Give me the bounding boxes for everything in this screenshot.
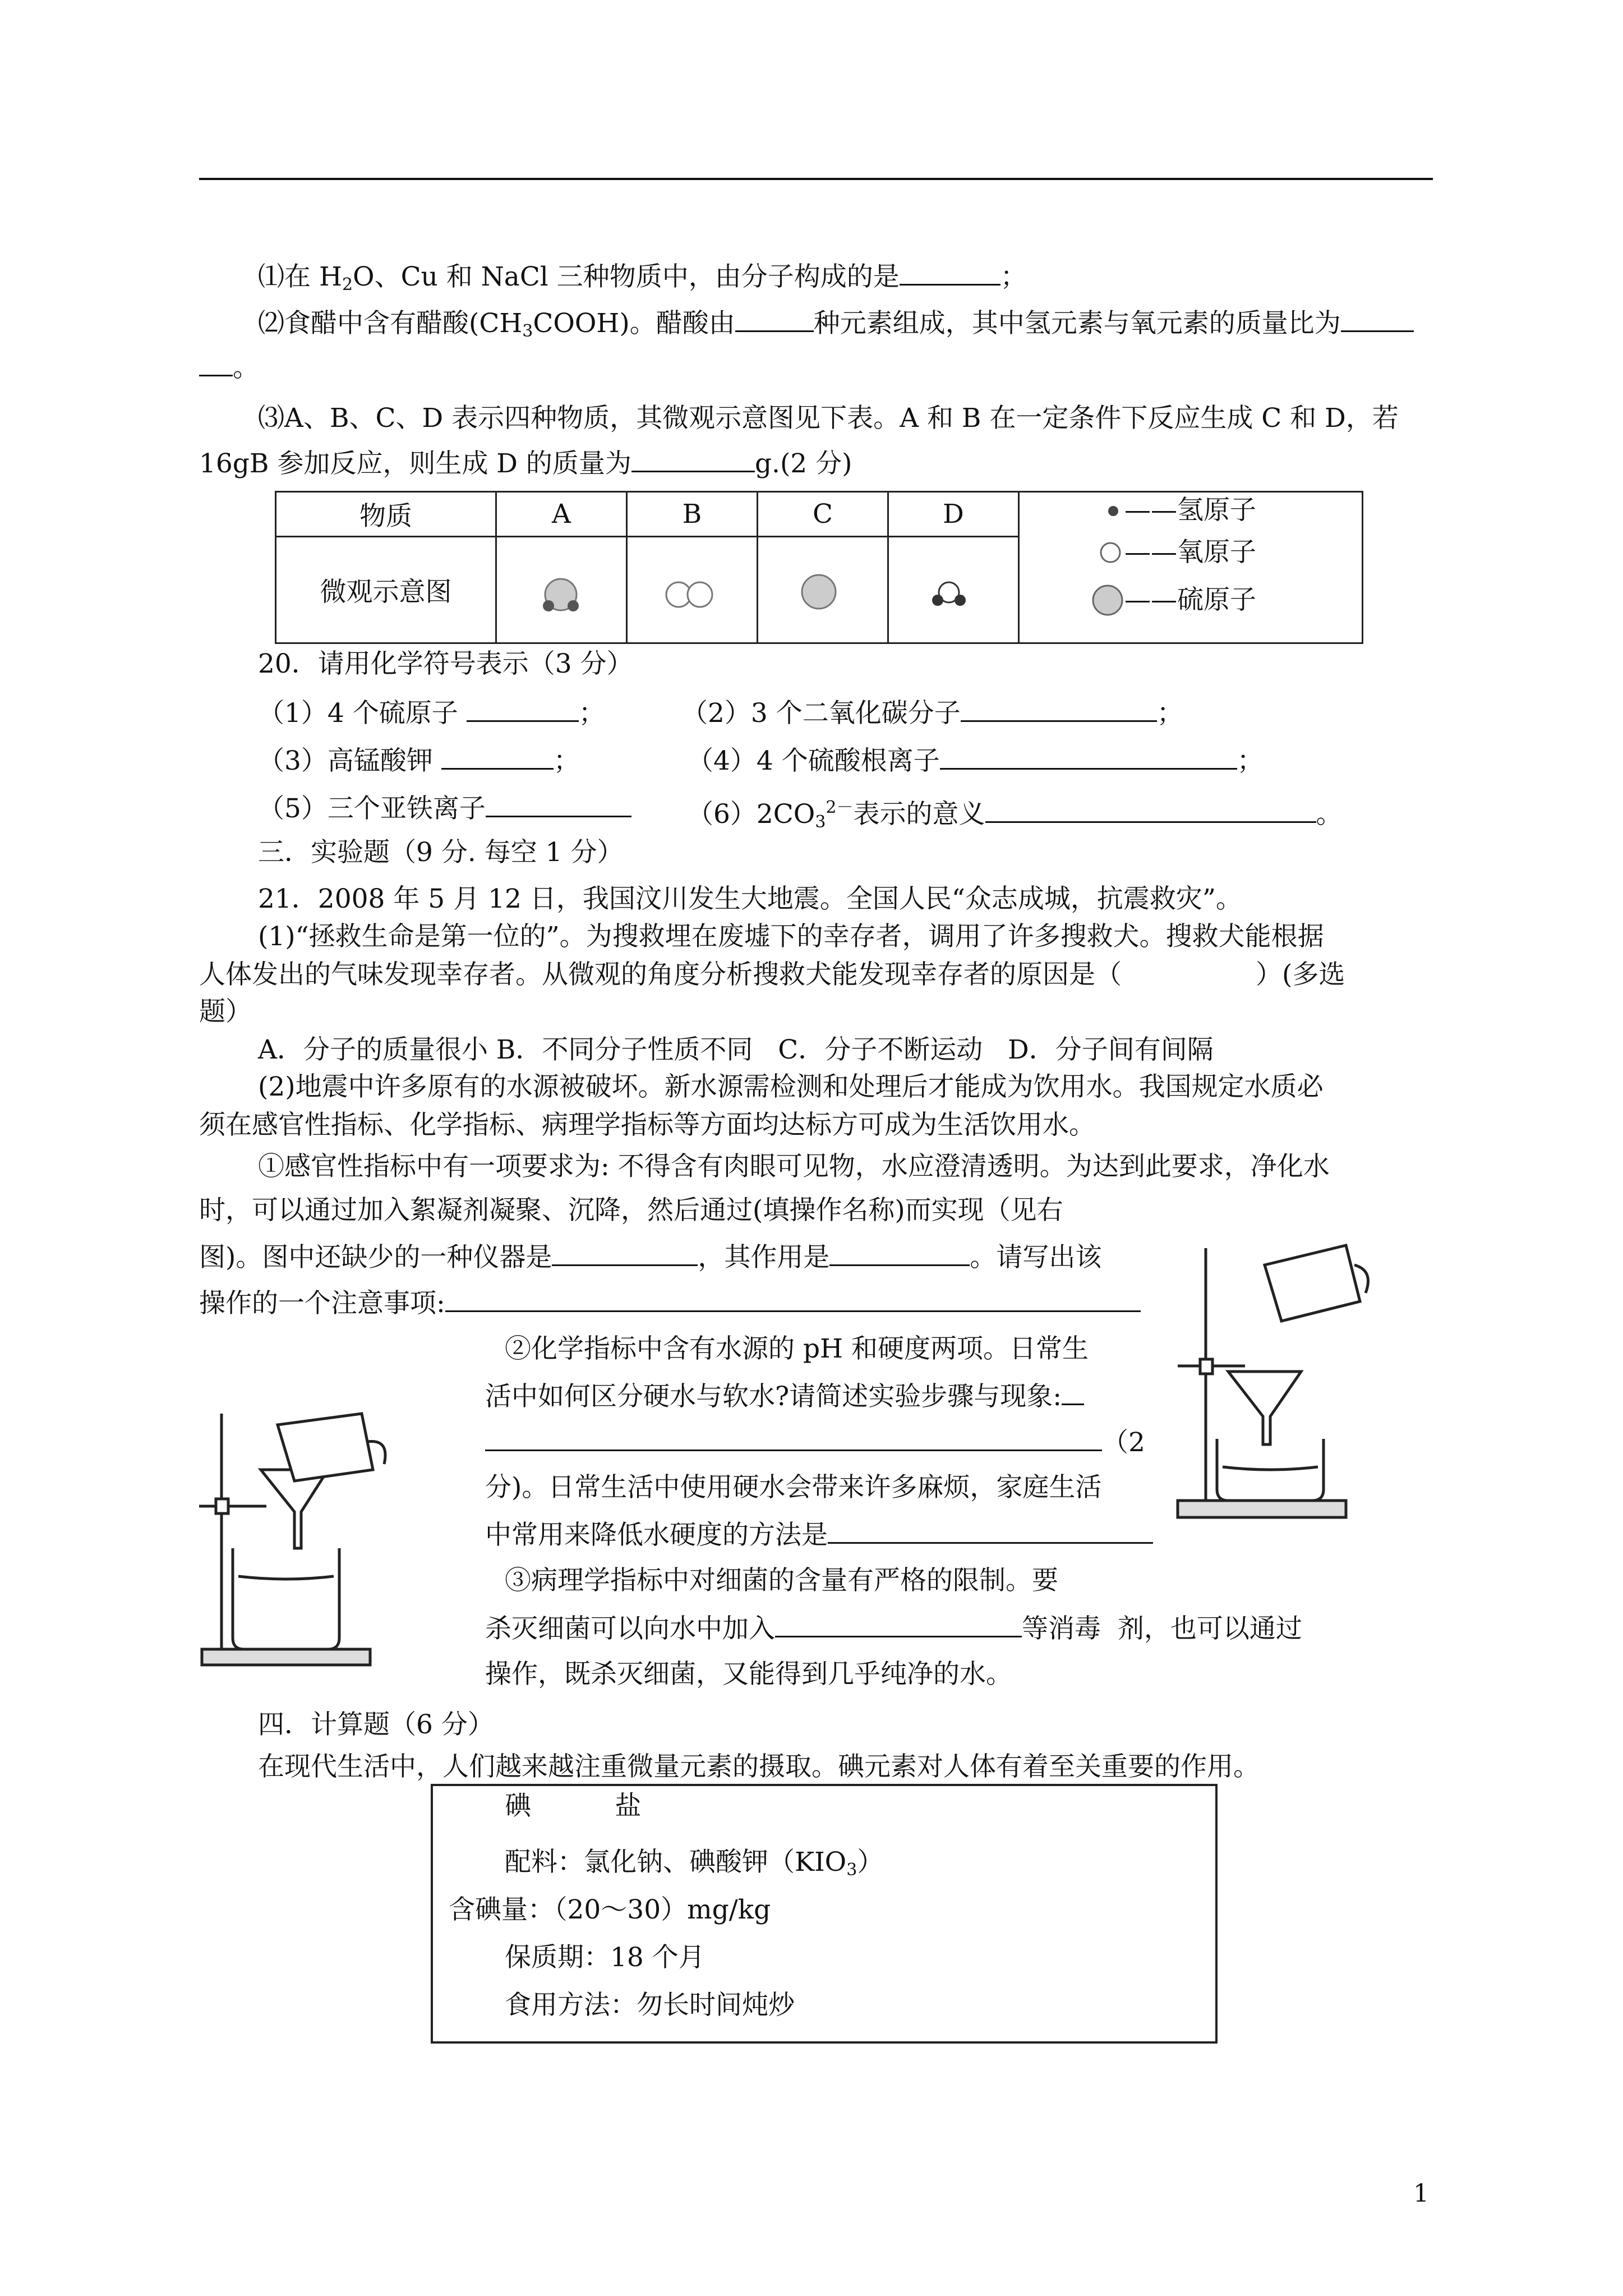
q21-c2-line4: 分)。日常生活中使用硬水会带来许多麻烦，家庭生活 (485, 1472, 1102, 1503)
q21-c2-line5: 中常用来降低水硬度的方法是 (485, 1517, 1153, 1552)
table-header-substance: 物质 (276, 492, 496, 537)
answer-blank[interactable] (900, 259, 1000, 286)
molecule-a-icon (538, 567, 606, 623)
q20-title: 20．请用化学符号表示（3 分） (258, 648, 633, 679)
q21-sub1-line1: (1)“拯救生命是第一位的”。为搜救埋在废墟下的幸存者，调用了许多搜救犬。搜救犬能根据 (258, 921, 1324, 952)
q20-item6: $(6)2CO_3^{2-}$表示的意义 。 (687, 798, 1343, 832)
salt-label-usage: 食用方法：勿长时间炖炒 (505, 1990, 795, 2021)
oxygen-atom-icon (1096, 541, 1124, 564)
q21-c1-line3: 图)。图中还缺少的一种仪器是 ，其作用是 。请写出该 (199, 1240, 1101, 1274)
molecule-c-icon (796, 569, 841, 614)
column-a-header: A (496, 492, 627, 537)
section-3-heading: 三．实验题（9 分. 每空 1 分） (258, 837, 624, 868)
legend-hydrogen: ——氢原子 (1124, 495, 1256, 526)
q21-c2-line2: 活中如何区分硬水与软水?请简述实验步骤与现象: (485, 1379, 1084, 1414)
q21-c3-line2: 杀灭细菌可以向水中加入 等消毒 剂，也可以通过 (485, 1611, 1302, 1646)
q19-part1: ⑴在 $H_2O$、Cu 和 NaCl 三种物质中，由分子构成的是 ； (258, 259, 1027, 302)
q21-options: A．分子的质量很小 B．不同分子性质不同 C．分子不断运动 D．分子间有间隔 (258, 1034, 1214, 1065)
q21-c1-line1: ①感官性指标中有一项要求为: 不得含有肉眼可见物，水应澄清透明。为达到此要求，净化水 (258, 1151, 1330, 1182)
answer-blank[interactable] (775, 1611, 1022, 1637)
answer-blank[interactable] (631, 446, 755, 472)
q19-part3-line2: 16gB 参加反应，则生成 D 的质量为 g.(2 分) (199, 446, 852, 481)
answer-blank[interactable] (1341, 306, 1414, 332)
page-number: 1 (1413, 2179, 1429, 2208)
header-rule (199, 178, 1433, 180)
answer-blank[interactable] (445, 1286, 1141, 1312)
q20-item3: （3）高锰酸钾 ； (258, 743, 580, 778)
q19-part3-line1: ⑶A、B、C、D 表示四种物质，其微观示意图见下表。A 和 B 在一定条件下反应生成 C 和 D，若 (258, 403, 1399, 434)
filtration-apparatus-left-icon (199, 1369, 401, 1683)
q20-item1: （1）4 个硫原子 ； (258, 696, 605, 730)
hydrogen-atom-icon (1102, 503, 1124, 519)
column-b-header: B (627, 492, 758, 537)
answer-blank[interactable] (485, 1425, 1102, 1451)
molecule-b-icon (662, 575, 729, 614)
q21-c3-line1: ③病理学指标中对细菌的含量有严格的限制。要 (505, 1565, 1058, 1596)
answer-blank[interactable] (199, 350, 233, 376)
q21-c2-line1: ②化学指标中含有水源的 pH 和硬度两项。日常生 (505, 1333, 1089, 1364)
molecule-d-icon (925, 578, 976, 611)
q21-intro: 21．2008 年 5 月 12 日，我国汶川发生大地震。全国人民“众志成城，抗震救灾”。 (258, 884, 1242, 914)
q20-item5: （5）三个亚铁离子 (258, 791, 631, 826)
answer-blank[interactable] (467, 696, 579, 722)
column-d-header: D (888, 492, 1019, 537)
q21-c1-line4: 操作的一个注意事项: (199, 1286, 1141, 1320)
q20-item2: （2）3 个二氧化碳分子 ； (681, 696, 1183, 730)
salt-label-title: 碘 盐 (505, 1791, 642, 1821)
answer-blank[interactable] (985, 797, 1316, 823)
column-c-header: C (758, 492, 888, 537)
answer-blank[interactable] (829, 1240, 970, 1266)
section-4-heading: 四．计算题（6 分） (258, 1709, 494, 1740)
q21-sub2-line2: 须在感官性指标、化学指标、病理学指标等方面均达标方可成为生活饮用水。 (199, 1110, 1095, 1140)
legend-sulfur: ——硫原子 (1124, 585, 1256, 615)
answer-blank[interactable] (441, 743, 554, 770)
q20-item4: （4）4 个硫酸根离子 ； (687, 743, 1264, 778)
answer-blank[interactable] (486, 791, 631, 817)
q21-c2-line3: （2 (485, 1425, 1145, 1460)
answer-blank[interactable] (961, 696, 1157, 722)
q22-intro: 在现代生活中，人们越来越注重微量元素的摄取。碘元素对人体有着至关重要的作用。 (258, 1751, 1260, 1782)
answer-blank[interactable] (552, 1240, 698, 1266)
filtration-apparatus-right-icon (1166, 1231, 1368, 1534)
row-label-micro: 微观示意图 (276, 537, 496, 643)
answer-blank[interactable] (735, 306, 814, 332)
salt-label-ingredients: 配料：氯化钠、碘酸钾$(KIO_3)$ (505, 1847, 884, 1880)
q19-part2: ⑵食醋中含有醋酸$(CH_3COOH)$。醋酸由 种元素组成，其中氢元素与氧元素的质量比为 (258, 306, 1414, 348)
q19-part2-cont: 。 (199, 350, 259, 385)
salt-label-shelf-life: 保质期：18 个月 (505, 1942, 705, 1973)
q21-c1-line2: 时，可以通过加入絮凝剂凝聚、沉降，然后通过(填操作名称)而实现（见右 (199, 1195, 1063, 1226)
q21-sub1-line2: 人体发出的气味发现幸存者。从微观的角度分析搜救犬能发现幸存者的原因是（ ）(多选 (199, 959, 1345, 990)
q21-sub1-line3: 题） (199, 996, 252, 1027)
q21-sub2-line1: (2)地震中许多原有的水源被破坏。新水源需检测和处理后才能成为饮用水。我国规定水质必 (258, 1071, 1324, 1102)
sulfur-atom-icon (1091, 583, 1124, 617)
answer-blank[interactable] (1062, 1379, 1084, 1405)
answer-blank[interactable] (940, 743, 1237, 770)
q21-c3-line3: 操作，既杀灭细菌，又能得到几乎纯净的水。 (485, 1659, 1012, 1690)
salt-label-iodine: 含碘量：（20～30）mg/kg (449, 1894, 771, 1925)
answer-blank[interactable] (828, 1517, 1153, 1544)
legend-oxygen: ——氧原子 (1124, 537, 1256, 568)
